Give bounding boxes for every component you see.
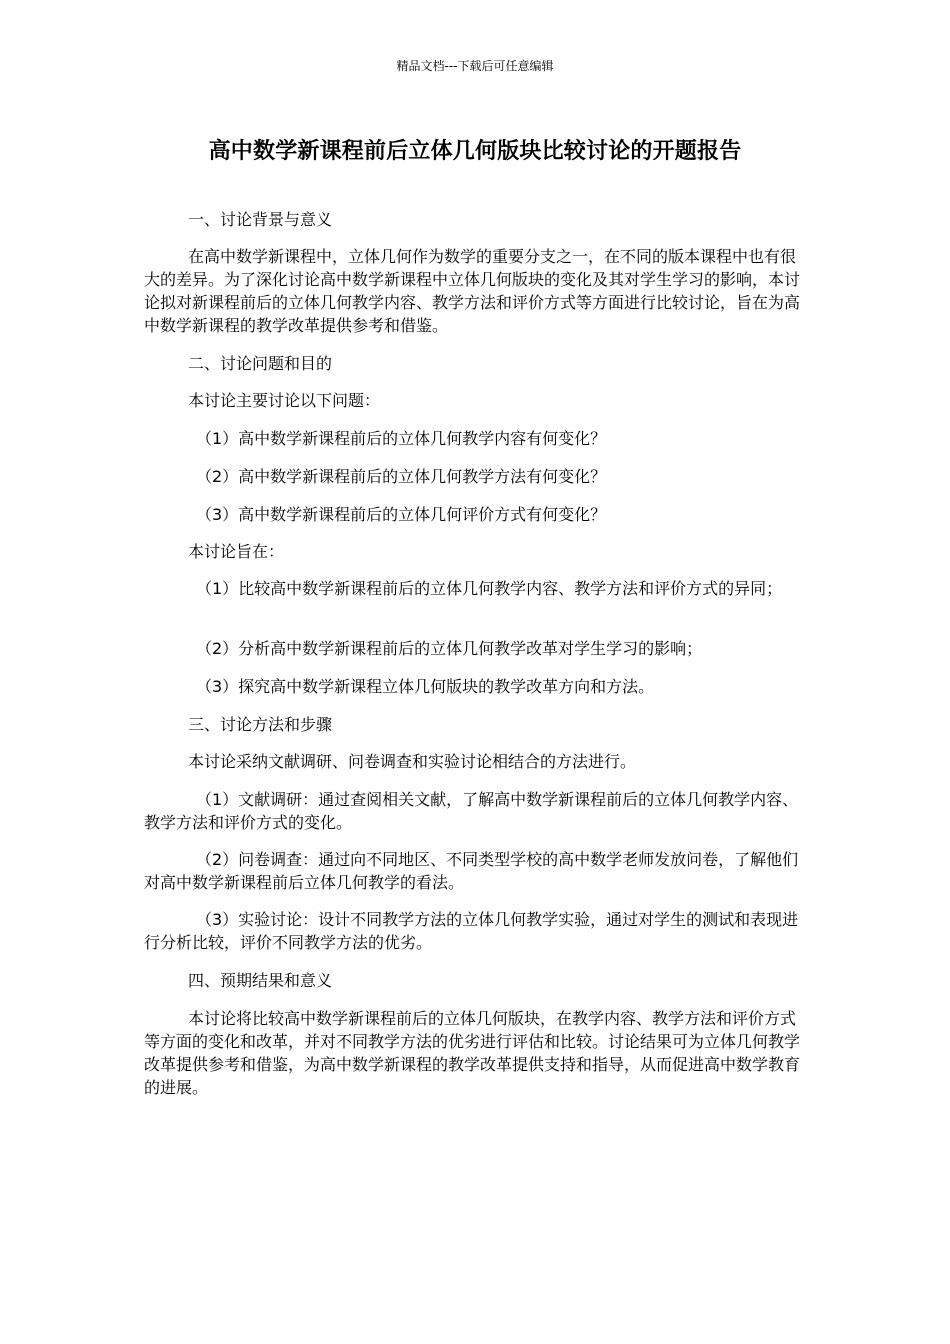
document-title: 高中数学新课程前后立体几何版块比较讨论的开题报告 <box>208 139 742 164</box>
section-3-method-3: （3）实验讨论：设计不同教学方法的立体几何教学实验，通过对学生的测试和表现进行分析比较，评价不同教学方法的优劣。 <box>144 910 799 952</box>
section-3-intro: 本讨论采纳文献调研、问卷调查和实验讨论相结合的方法进行。 <box>188 752 637 771</box>
section-2-question-1: （1）高中数学新课程前后的立体几何教学内容有何变化？ <box>196 429 607 448</box>
section-1-heading: 一、讨论背景与意义 <box>188 210 333 229</box>
section-2-heading: 二、讨论问题和目的 <box>188 354 333 373</box>
section-2-aim-intro: 本讨论旨在： <box>188 542 285 561</box>
section-2-question-2: （2）高中数学新课程前后的立体几何教学方法有何变化？ <box>196 467 607 486</box>
section-4-heading: 四、预期结果和意义 <box>188 971 333 990</box>
section-1-paragraph: 在高中数学新课程中，立体几何作为数学的重要分支之一，在不同的版本课程中也有很大的差异。为了深化讨论高中数学新课程中立体几何版块的变化及其对学生学习的影响，本讨论拟对新课程前后的立体几何教学内容、教学方法和评价方式等方面进行比较讨论，旨在为高中数学新课程的教学改革提供参考和借鉴。 <box>144 247 801 335</box>
section-2-intro: 本讨论主要讨论以下问题： <box>188 391 381 410</box>
section-2-aim-2: （2）分析高中数学新课程前后的立体几何教学改革对学生学习的影响； <box>196 639 703 658</box>
section-3-method-1: （1）文献调研：通过查阅相关文献，了解高中数学新课程前后的立体几何教学内容、教学方法和评价方式的变化。 <box>144 790 799 832</box>
section-2-question-3: （3）高中数学新课程前后的立体几何评价方式有何变化？ <box>196 505 607 524</box>
page-header: 精品文档---下载后可任意编辑 <box>396 59 554 73</box>
section-3-method-2: （2）问卷调查：通过向不同地区、不同类型学校的高中数学老师发放问卷，了解他们对高中数学新课程前后立体几何教学的看法。 <box>144 850 799 892</box>
section-4-paragraph: 本讨论将比较高中数学新课程前后的立体几何版块，在教学内容、教学方法和评价方式等方面的变化和改革，并对不同教学方法的优劣进行评估和比较。讨论结果可为立体几何教学改革提供参考和借鉴，为高中数学新课程的教学改革提供支持和指导，从而促进高中数学教育的进展。 <box>144 1009 801 1097</box>
section-2-aim-1: （1）比较高中数学新课程前后的立体几何教学内容、教学方法和评价方式的异同； <box>196 579 783 598</box>
section-3-heading: 三、讨论方法和步骤 <box>188 715 333 734</box>
section-2-aim-3: （3）探究高中数学新课程立体几何版块的教学改革方向和方法。 <box>196 677 655 696</box>
